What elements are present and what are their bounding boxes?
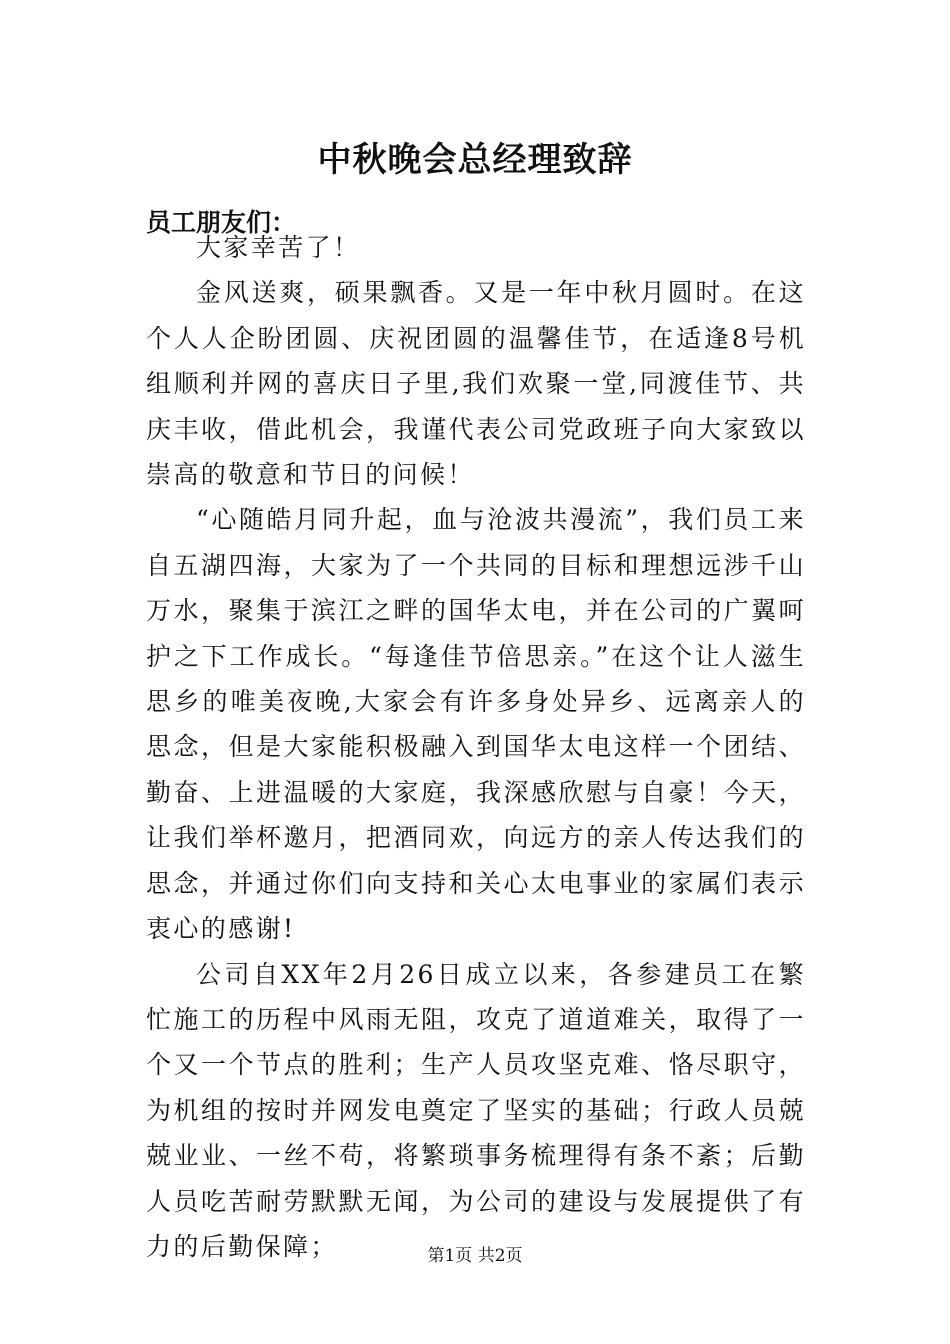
salutation: 员工朋友们： (146, 208, 297, 237)
page-number-footer: 第1页 共2页 (427, 1246, 523, 1266)
paragraph: “心随皓月同升起，血与沧波共漫流”，我们员工来自五湖四海，大家为了一个共同的目标和理想远涉千山万水，聚集于滨江之畔的国华太电，并在公司的广翼呵护之下工作成长。“每逢佳节倍思亲。”在这个让人滋生思乡的唯美夜晚,大家会有许多身处异乡、远离亲人的思念，但是大家能积极融入到国华太电这样一个团结、勤奋、上进温暖的大家庭，我深感欣慰与自豪！今天，让我们举杯邀月，把酒同欢，向远方的亲人传达我们的思念，并通过你们向支持和关心太电事业的家属们表示衷心的感谢! (146, 505, 806, 944)
document-body (146, 225, 806, 1269)
document-title: 中秋晚会总经理致辞 (317, 140, 633, 180)
paragraph: 金风送爽，硕果飘香。又是一年中秋月圆时。在这个人人企盼团圆、庆祝团圆的温馨佳节，在适逢8号机组顺利并网的喜庆日子里,我们欢聚一堂,同渡佳节、共庆丰收，借此机会，我谨代表公司党政班子向大家致以崇高的敬意和节日的问候！ (146, 278, 806, 490)
paragraph: 大家幸苦了！ (196, 233, 361, 262)
paragraph: 公司自XX年2月26日成立以来，各参建员工在繁忙施工的历程中风雨无阻，攻克了道道难关，取得了一个又一个节点的胜利；生产人员攻坚克难、恪尽职守，为机组的按时并网发电奠定了坚实的基础；行政人员兢兢业业、一丝不苟，将繁琐事务梳理得有条不紊；后勤人员吃苦耐劳默默无闻，为公司的建设与发展提供了有力的后勤保障； (146, 959, 806, 1261)
